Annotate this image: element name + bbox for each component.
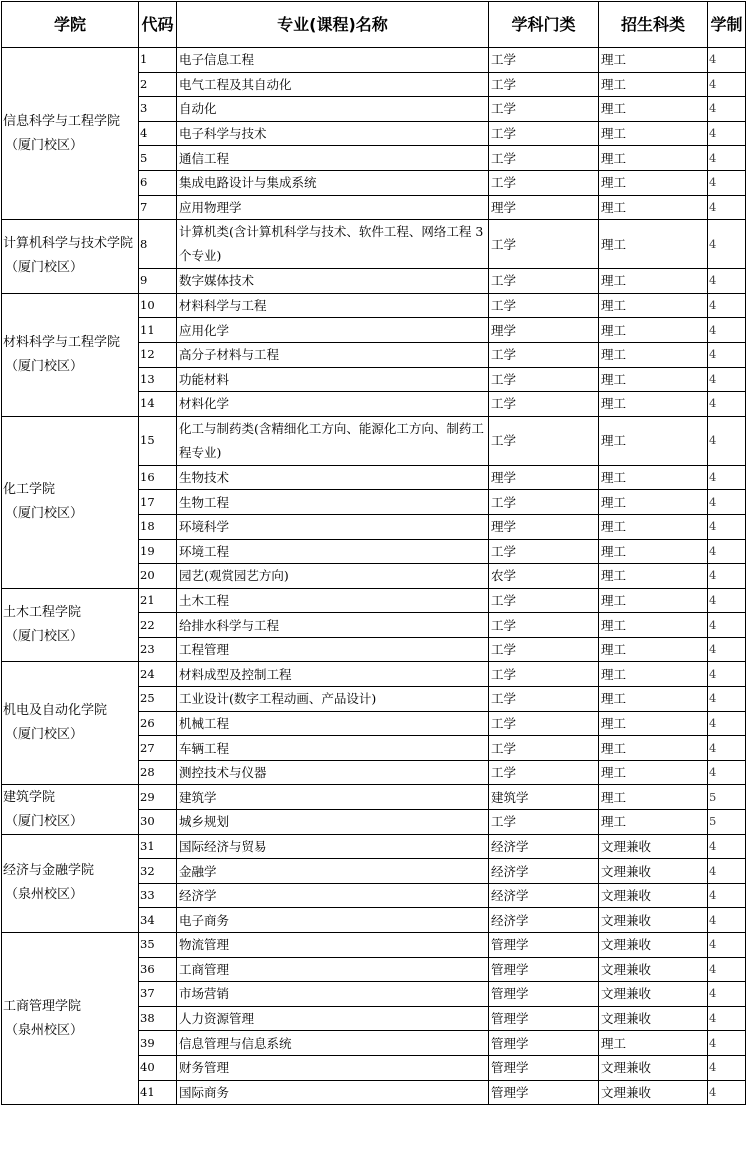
category-cell: 理工: [599, 810, 708, 835]
major-cell: 国际经济与贸易: [177, 834, 489, 859]
major-cell: 应用物理学: [177, 195, 489, 220]
category-cell: 理工: [599, 367, 708, 392]
category-cell: 理工: [599, 392, 708, 417]
major-cell: 国际商务: [177, 1080, 489, 1105]
discipline-cell: 工学: [489, 48, 599, 73]
duration-cell: 4: [708, 662, 746, 687]
duration-cell: 4: [708, 195, 746, 220]
category-cell: 理工: [599, 785, 708, 810]
duration-cell: 4: [708, 146, 746, 171]
table-row: [2, 588, 746, 613]
discipline-cell: 工学: [489, 367, 599, 392]
duration-cell: 4: [708, 48, 746, 73]
duration-cell: 4: [708, 1006, 746, 1031]
category-cell: 理工: [599, 539, 708, 564]
code-cell: 33: [139, 883, 177, 908]
code-cell: 23: [139, 637, 177, 662]
header-duration: 学制: [708, 2, 746, 48]
discipline-cell: 工学: [489, 810, 599, 835]
discipline-cell: 经济学: [489, 859, 599, 884]
code-cell: 6: [139, 170, 177, 195]
discipline-cell: 管理学: [489, 933, 599, 958]
code-cell: 30: [139, 810, 177, 835]
code-cell: 18: [139, 514, 177, 539]
major-cell: 工商管理: [177, 957, 489, 982]
discipline-cell: 工学: [489, 637, 599, 662]
college-cell: [2, 588, 139, 662]
category-cell: 文理兼收: [599, 834, 708, 859]
header-college: 学院: [2, 2, 139, 48]
discipline-cell: 经济学: [489, 834, 599, 859]
major-cell: 工业设计(数字工程动画、产品设计): [177, 687, 489, 712]
category-cell: 理工: [599, 490, 708, 515]
category-cell: 文理兼收: [599, 859, 708, 884]
major-cell: 电子科学与技术: [177, 121, 489, 146]
major-cell: 园艺(观赏园艺方向): [177, 564, 489, 589]
table-row: [2, 662, 746, 687]
category-cell: 文理兼收: [599, 1055, 708, 1080]
discipline-cell: 工学: [489, 146, 599, 171]
college-name: 经济与金融学院: [3, 863, 95, 879]
college-cell: [2, 785, 139, 834]
duration-cell: 4: [708, 539, 746, 564]
duration-cell: 4: [708, 293, 746, 318]
discipline-cell: 经济学: [489, 883, 599, 908]
discipline-cell: 工学: [489, 121, 599, 146]
code-cell: 5: [139, 146, 177, 171]
code-cell: 37: [139, 982, 177, 1007]
duration-cell: 4: [708, 834, 746, 859]
code-cell: 29: [139, 785, 177, 810]
code-cell: 22: [139, 613, 177, 638]
major-cell: 生物工程: [177, 490, 489, 515]
college-cell: [2, 834, 139, 932]
discipline-cell: 管理学: [489, 1055, 599, 1080]
code-cell: 39: [139, 1031, 177, 1056]
major-cell: 通信工程: [177, 146, 489, 171]
college-cell: [2, 220, 139, 294]
duration-cell: 4: [708, 957, 746, 982]
duration-cell: 4: [708, 564, 746, 589]
duration-cell: 4: [708, 97, 746, 122]
discipline-cell: 工学: [489, 711, 599, 736]
category-cell: 文理兼收: [599, 933, 708, 958]
discipline-cell: 工学: [489, 392, 599, 417]
discipline-cell: 工学: [489, 760, 599, 785]
major-cell: 材料科学与工程: [177, 293, 489, 318]
code-cell: 17: [139, 490, 177, 515]
code-cell: 12: [139, 342, 177, 367]
category-cell: 理工: [599, 121, 708, 146]
discipline-cell: 工学: [489, 72, 599, 97]
category-cell: 理工: [599, 637, 708, 662]
code-cell: 7: [139, 195, 177, 220]
major-cell: 土木工程: [177, 588, 489, 613]
duration-cell: 4: [708, 1055, 746, 1080]
college-cell: [2, 48, 139, 220]
college-campus: （厦门校区）: [5, 506, 84, 522]
major-cell: 建筑学: [177, 785, 489, 810]
major-cell: 金融学: [177, 859, 489, 884]
college-cell: [2, 662, 139, 785]
table-row: [2, 220, 746, 269]
category-cell: 理工: [599, 293, 708, 318]
category-cell: 理工: [599, 318, 708, 343]
major-cell: 经济学: [177, 883, 489, 908]
category-cell: 理工: [599, 48, 708, 73]
discipline-cell: 理学: [489, 514, 599, 539]
discipline-cell: 理学: [489, 318, 599, 343]
discipline-cell: 工学: [489, 613, 599, 638]
category-cell: 理工: [599, 465, 708, 490]
major-cell: 城乡规划: [177, 810, 489, 835]
duration-cell: 4: [708, 392, 746, 417]
duration-cell: 4: [708, 490, 746, 515]
code-cell: 21: [139, 588, 177, 613]
college-campus: （厦门校区）: [5, 260, 84, 276]
category-cell: 文理兼收: [599, 957, 708, 982]
table-row: [2, 416, 746, 465]
duration-cell: 4: [708, 908, 746, 933]
discipline-cell: 工学: [489, 97, 599, 122]
category-cell: 理工: [599, 97, 708, 122]
duration-cell: 4: [708, 1031, 746, 1056]
category-cell: 理工: [599, 342, 708, 367]
duration-cell: 4: [708, 220, 746, 269]
duration-cell: 4: [708, 465, 746, 490]
category-cell: 理工: [599, 662, 708, 687]
discipline-cell: 理学: [489, 465, 599, 490]
category-cell: 理工: [599, 72, 708, 97]
duration-cell: 4: [708, 318, 746, 343]
table-row: [2, 785, 746, 810]
major-cell: 功能材料: [177, 367, 489, 392]
duration-cell: 4: [708, 170, 746, 195]
major-cell: 生物技术: [177, 465, 489, 490]
major-cell: 环境工程: [177, 539, 489, 564]
major-cell: 电子信息工程: [177, 48, 489, 73]
category-cell: 理工: [599, 514, 708, 539]
discipline-cell: 管理学: [489, 1006, 599, 1031]
discipline-cell: 工学: [489, 342, 599, 367]
category-cell: 文理兼收: [599, 982, 708, 1007]
college-campus: （泉州校区）: [5, 887, 84, 903]
major-cell: 市场营销: [177, 982, 489, 1007]
table-row: [2, 933, 746, 958]
major-cell: 应用化学: [177, 318, 489, 343]
duration-cell: 4: [708, 367, 746, 392]
duration-cell: 4: [708, 613, 746, 638]
code-cell: 27: [139, 736, 177, 761]
code-cell: 10: [139, 293, 177, 318]
category-cell: 理工: [599, 170, 708, 195]
code-cell: 9: [139, 269, 177, 294]
code-cell: 2: [139, 72, 177, 97]
discipline-cell: 工学: [489, 293, 599, 318]
code-cell: 26: [139, 711, 177, 736]
category-cell: 文理兼收: [599, 883, 708, 908]
category-cell: 文理兼收: [599, 1080, 708, 1105]
category-cell: 理工: [599, 736, 708, 761]
table-row: [2, 48, 746, 73]
category-cell: 理工: [599, 564, 708, 589]
major-cell: 材料化学: [177, 392, 489, 417]
category-cell: 理工: [599, 195, 708, 220]
code-cell: 24: [139, 662, 177, 687]
major-cell: 工程管理: [177, 637, 489, 662]
college-cell: [2, 933, 139, 1105]
code-cell: 31: [139, 834, 177, 859]
category-cell: 理工: [599, 687, 708, 712]
major-cell: 环境科学: [177, 514, 489, 539]
header-code: 代码: [139, 2, 177, 48]
code-cell: 25: [139, 687, 177, 712]
discipline-cell: 工学: [489, 662, 599, 687]
code-cell: 38: [139, 1006, 177, 1031]
category-cell: 理工: [599, 613, 708, 638]
major-cell: 测控技术与仪器: [177, 760, 489, 785]
code-cell: 36: [139, 957, 177, 982]
discipline-cell: 工学: [489, 687, 599, 712]
code-cell: 1: [139, 48, 177, 73]
code-cell: 13: [139, 367, 177, 392]
college-name: 计算机科学与技术学院: [3, 236, 134, 252]
major-cell: 高分子材料与工程: [177, 342, 489, 367]
major-cell: 自动化: [177, 97, 489, 122]
category-cell: 理工: [599, 220, 708, 269]
major-cell: 材料成型及控制工程: [177, 662, 489, 687]
college-cell: [2, 416, 139, 588]
college-name: 材料科学与工程学院: [3, 334, 121, 350]
college-name: 机电及自动化学院: [3, 703, 108, 719]
category-cell: 文理兼收: [599, 908, 708, 933]
major-cell: 人力资源管理: [177, 1006, 489, 1031]
major-cell: 电气工程及其自动化: [177, 72, 489, 97]
category-cell: 理工: [599, 711, 708, 736]
major-cell: 物流管理: [177, 933, 489, 958]
duration-cell: 4: [708, 883, 746, 908]
header-discipline: 学科门类: [489, 2, 599, 48]
college-name: 建筑学院: [3, 789, 56, 805]
major-cell: 机械工程: [177, 711, 489, 736]
discipline-cell: 管理学: [489, 982, 599, 1007]
duration-cell: 4: [708, 269, 746, 294]
majors-table: [1, 1, 746, 1105]
category-cell: 理工: [599, 269, 708, 294]
code-cell: 20: [139, 564, 177, 589]
college-cell: [2, 293, 139, 416]
code-cell: 15: [139, 416, 177, 465]
duration-cell: 5: [708, 810, 746, 835]
major-cell: 计算机类(含计算机科学与技术、软件工程、网络工程 3 个专业): [177, 220, 489, 269]
college-campus: （厦门校区）: [5, 727, 84, 743]
discipline-cell: 经济学: [489, 908, 599, 933]
category-cell: 理工: [599, 1031, 708, 1056]
duration-cell: 4: [708, 121, 746, 146]
code-cell: 19: [139, 539, 177, 564]
table-body: [2, 48, 746, 1105]
major-cell: 给排水科学与工程: [177, 613, 489, 638]
duration-cell: 5: [708, 785, 746, 810]
discipline-cell: 农学: [489, 564, 599, 589]
discipline-cell: 理学: [489, 195, 599, 220]
discipline-cell: 工学: [489, 539, 599, 564]
duration-cell: 4: [708, 72, 746, 97]
discipline-cell: 工学: [489, 269, 599, 294]
college-campus: （泉州校区）: [5, 1022, 84, 1038]
duration-cell: 4: [708, 637, 746, 662]
discipline-cell: 建筑学: [489, 785, 599, 810]
college-name: 工商管理学院: [3, 998, 82, 1014]
college-campus: （厦门校区）: [5, 813, 84, 829]
discipline-cell: 管理学: [489, 1031, 599, 1056]
major-cell: 化工与制药类(含精细化工方向、能源化工方向、制药工程专业): [177, 416, 489, 465]
major-cell: 车辆工程: [177, 736, 489, 761]
code-cell: 8: [139, 220, 177, 269]
discipline-cell: 工学: [489, 736, 599, 761]
college-name: 土木工程学院: [3, 605, 82, 621]
table-row: [2, 293, 746, 318]
code-cell: 40: [139, 1055, 177, 1080]
category-cell: 理工: [599, 760, 708, 785]
duration-cell: 4: [708, 342, 746, 367]
duration-cell: 4: [708, 1080, 746, 1105]
header-category: 招生科类: [599, 2, 708, 48]
discipline-cell: 工学: [489, 490, 599, 515]
code-cell: 3: [139, 97, 177, 122]
code-cell: 11: [139, 318, 177, 343]
major-cell: 集成电路设计与集成系统: [177, 170, 489, 195]
duration-cell: 4: [708, 588, 746, 613]
duration-cell: 4: [708, 416, 746, 465]
college-name: 信息科学与工程学院: [3, 113, 121, 129]
code-cell: 34: [139, 908, 177, 933]
duration-cell: 4: [708, 687, 746, 712]
code-cell: 4: [139, 121, 177, 146]
discipline-cell: 工学: [489, 170, 599, 195]
code-cell: 35: [139, 933, 177, 958]
college-campus: （厦门校区）: [5, 629, 84, 645]
major-cell: 信息管理与信息系统: [177, 1031, 489, 1056]
discipline-cell: 工学: [489, 220, 599, 269]
category-cell: 理工: [599, 588, 708, 613]
duration-cell: 4: [708, 933, 746, 958]
code-cell: 28: [139, 760, 177, 785]
header-row: [2, 2, 746, 48]
duration-cell: 4: [708, 859, 746, 884]
college-name: 化工学院: [3, 482, 56, 498]
header-major: 专业(课程)名称: [177, 2, 489, 48]
table-row: [2, 834, 746, 859]
code-cell: 32: [139, 859, 177, 884]
discipline-cell: 管理学: [489, 1080, 599, 1105]
duration-cell: 4: [708, 736, 746, 761]
code-cell: 14: [139, 392, 177, 417]
category-cell: 理工: [599, 416, 708, 465]
code-cell: 41: [139, 1080, 177, 1105]
duration-cell: 4: [708, 760, 746, 785]
discipline-cell: 工学: [489, 588, 599, 613]
major-cell: 数字媒体技术: [177, 269, 489, 294]
college-campus: （厦门校区）: [5, 137, 84, 153]
duration-cell: 4: [708, 711, 746, 736]
category-cell: 文理兼收: [599, 1006, 708, 1031]
duration-cell: 4: [708, 982, 746, 1007]
category-cell: 理工: [599, 146, 708, 171]
major-cell: 电子商务: [177, 908, 489, 933]
major-cell: 财务管理: [177, 1055, 489, 1080]
code-cell: 16: [139, 465, 177, 490]
duration-cell: 4: [708, 514, 746, 539]
discipline-cell: 工学: [489, 416, 599, 465]
college-campus: （厦门校区）: [5, 358, 84, 374]
discipline-cell: 管理学: [489, 957, 599, 982]
